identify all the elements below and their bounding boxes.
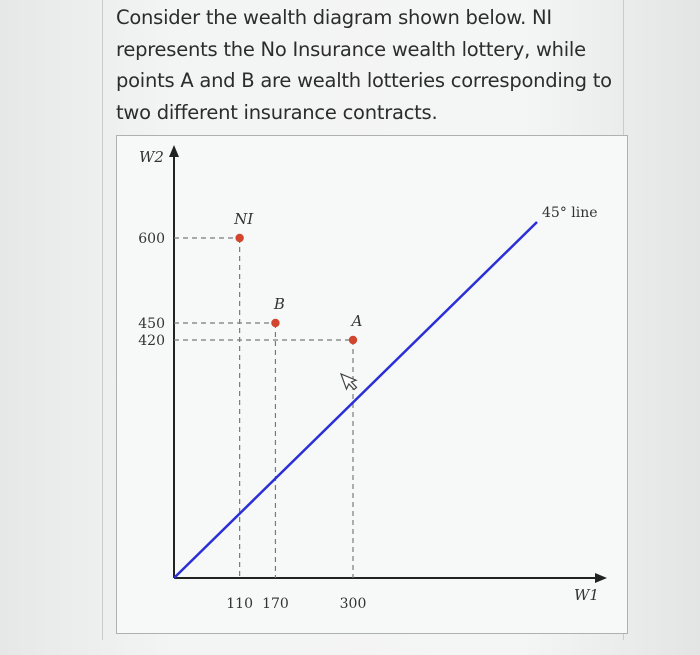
question-line: two different insurance contracts.: [116, 100, 438, 124]
y-tick-label: 600: [138, 231, 165, 247]
data-point: [349, 336, 357, 344]
x-axis-arrow: [595, 573, 607, 583]
reference-45-line: [174, 222, 537, 578]
guide-lines: [174, 238, 353, 578]
x-tick-label: 170: [262, 596, 289, 612]
y-axis-arrow: [169, 145, 179, 157]
y-tick-label: 450: [138, 316, 165, 332]
question-line: points A and B are wealth lotteries corresponding to: [116, 69, 612, 92]
data-points: [233, 210, 362, 344]
question-line: represents the No Insurance wealth lottery, while: [116, 37, 586, 61]
cursor-icon: [341, 370, 359, 392]
point-label: A: [351, 312, 363, 330]
y-tick-label: 420: [138, 333, 165, 349]
question-line: Consider the wealth diagram shown below. NI: [116, 6, 552, 29]
x-axis-label: W1: [574, 586, 599, 604]
data-point: [271, 319, 279, 327]
point-label: NI: [234, 210, 254, 228]
data-point: [235, 234, 243, 242]
reference-line-label: 45° line: [542, 205, 598, 221]
point-label: B: [273, 295, 285, 313]
y-axis-label: W2: [139, 148, 164, 166]
x-tick-label: 110: [226, 596, 254, 612]
x-tick-label: 300: [339, 596, 367, 612]
